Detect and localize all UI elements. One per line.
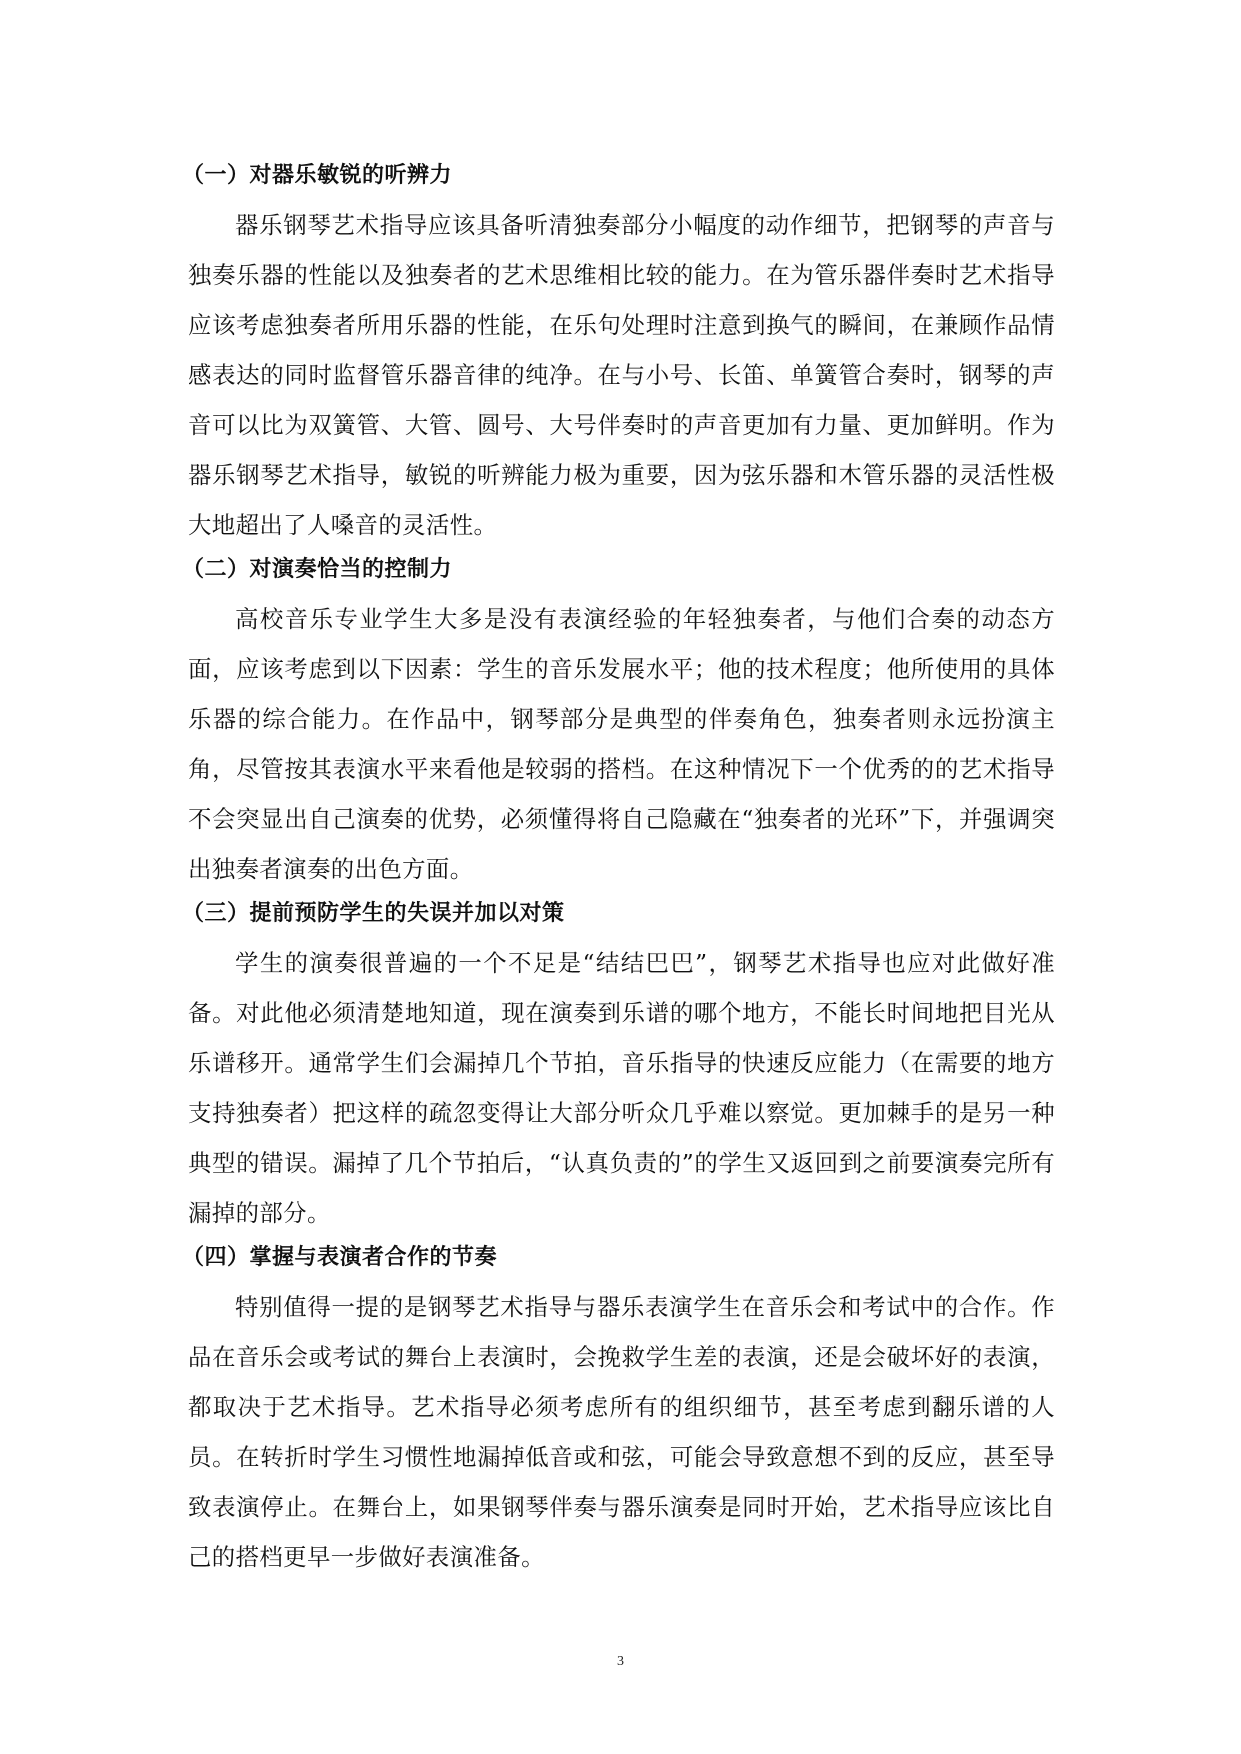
section-paragraph: 器乐钢琴艺术指导应该具备听清独奏部分小幅度的动作细节，把钢琴的声音与独奏乐器的性能以及独奏者的艺术思维相比较的能力。在为管乐器伴奏时艺术指导应该考虑独奏者所用乐器的性能，在乐句处理时注意到换气的瞬间，在兼顾作品情感表达的同时监督管乐器音律的纯净。在与小号、长笛、单簧管合奏时，钢琴的声音可以比为双簧管、大管、圆号、大号伴奏时的声音更加有力量、更加鲜明。作为器乐钢琴艺术指导，敏锐的听辨能力极为重要，因为弦乐器和木管乐器的灵活性极大地超出了人嗓音的灵活性。 [188, 211, 1055, 539]
section-4 [182, 1244, 1055, 1582]
section-paragraph: 高校音乐专业学生大多是没有表演经验的年轻独奏者，与他们合奏的动态方面，应该考虑到以下因素：学生的音乐发展水平；他的技术程度；他所使用的具体乐器的综合能力。在作品中，钢琴部分是典型的伴奏角色，独奏者则永远扮演主角，尽管按其表演水平来看他是较弱的搭档。在这种情况下一个优秀的的艺术指导不会突显出自己演奏的优势，必须懂得将自己隐藏在“独奏者的光环”下，并强调突出独奏者演奏的出色方面。 [188, 605, 1055, 883]
section-heading: （二）对演奏恰当的控制力 [182, 557, 453, 582]
page-body [182, 162, 1055, 1588]
section-heading: （四）掌握与表演者合作的节奏 [182, 1245, 498, 1270]
section-2 [182, 556, 1055, 894]
section-3 [182, 900, 1055, 1238]
page-number: 3 [617, 1654, 624, 1669]
section-paragraph: 特别值得一提的是钢琴艺术指导与器乐表演学生在音乐会和考试中的合作。作品在音乐会或考试的舞台上表演时，会挽救学生差的表演，还是会破坏好的表演，都取决于艺术指导。艺术指导必须考虑所有的组织细节，甚至考虑到翻乐谱的人员。在转折时学生习惯性地漏掉低音或和弦，可能会导致意想不到的反应，甚至导致表演停止。在舞台上，如果钢琴伴奏与器乐演奏是同时开始，艺术指导应该比自己的搭档更早一步做好表演准备。 [188, 1293, 1055, 1571]
section-heading: （三）提前预防学生的失误并加以对策 [182, 901, 565, 926]
section-heading: （一）对器乐敏锐的听辨力 [182, 163, 453, 188]
section-1 [182, 162, 1055, 550]
section-paragraph: 学生的演奏很普遍的一个不足是“结结巴巴”，钢琴艺术指导也应对此做好准备。对此他必须清楚地知道，现在演奏到乐谱的哪个地方，不能长时间地把目光从乐谱移开。通常学生们会漏掉几个节拍，音乐指导的快速反应能力（在需要的地方支持独奏者）把这样的疏忽变得让大部分听众几乎难以察觉。更加棘手的是另一种典型的错误。漏掉了几个节拍后，“认真负责的”的学生又返回到之前要演奏完所有漏掉的部分。 [188, 949, 1055, 1227]
